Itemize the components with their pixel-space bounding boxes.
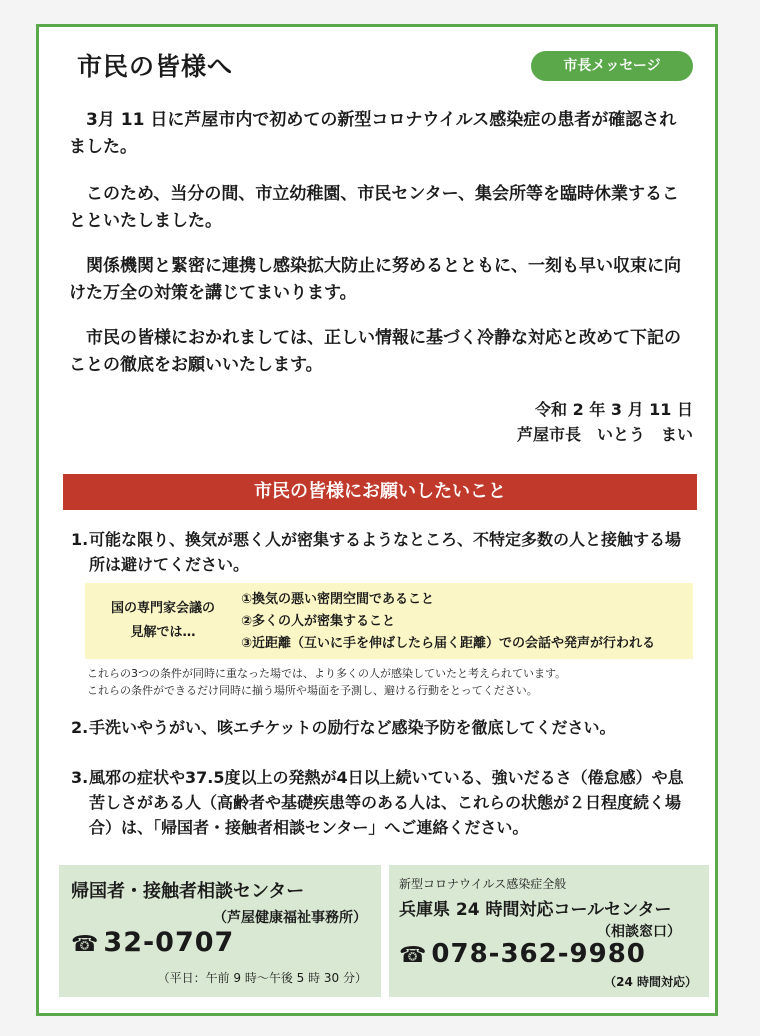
expert-conditions [241,589,655,655]
contact-caption: 新型コロナウイルス感染症全般 [399,877,567,891]
contact-phone-link[interactable] [399,939,646,969]
expert-view-label [93,597,233,645]
message-date: 令和 2 年 3 月 11 日 [535,400,693,419]
request-text: 可能な限り、換気が悪く人が密集するようなところ、不特定多数の人と接触する場所は避けてください。 [89,530,682,574]
notice-sheet [36,24,718,1016]
message-paragraph-3: 関係機関と緊密に連携し感染拡大防止に努めるとともに、一刻も早い収束に向けた万全の対策を講じてまいります。 [69,256,681,303]
request-item-1 [71,527,691,577]
request-number: 1. [71,530,89,549]
phone-icon: ☎ [399,943,428,968]
expert-view-box [85,583,693,659]
request-item-2 [71,715,691,740]
contact-phone-number: 32-0707 [103,927,235,958]
note-line: これらの3つの条件が同時に重なった場では、より多くの人が感染していたと考えられています。 [87,667,567,680]
request-text: 風邪の症状や37.5度以上の発熱が4日以上続いている、強いだるさ（倦怠感）や息苦しさがある人（高齢者や基礎疾患等のある人は、これらの状態が２日程度続く場合）は、「帰国者・接触者相談センター」へご連絡ください。 [89,768,684,837]
contact-hours: （24 時間対応） [604,975,697,989]
message-paragraph-2: このため、当分の間、市立幼稚園、市民センター、集会所等を臨時休業することといたしました。 [69,184,679,231]
contact-phone-link[interactable] [71,927,234,958]
phone-icon: ☎ [71,932,100,957]
message-signature-block [517,397,693,447]
request-text: 手洗いやうがい、咳エチケットの励行など感染予防を徹底してください。 [89,718,616,737]
contact-subname: （相談窓口） [597,924,681,940]
contact-name: 兵庫県 24 時間対応コールセンター [399,900,672,920]
contact-box-returnee-center [59,865,381,997]
contact-hours: （平日：午前 9 時〜午後 5 時 30 分） [157,971,367,985]
expert-notes [87,665,566,699]
expert-label-line-1: 国の専門家会議の [110,601,215,616]
condition-item: ①換気の悪い密閉空間であること [241,592,435,607]
message-paragraph-4: 市民の皆様におかれましては、正しい情報に基づく冷静な対応と改めて下記のことの徹底をお願いいたします。 [69,328,681,375]
expert-label-line-2: 見解では… [130,625,196,640]
page-title: 市民の皆様へ [77,52,234,81]
condition-item: ③近距離（互いに手を伸ばしたら届く距離）での会話や発声が行われる [241,636,656,651]
note-line: これらの条件ができるだけ同時に揃う場所や場面を予測し、避ける行動をとってください。 [87,684,538,697]
message-signature: 芦屋市長 いとう まい [516,425,693,444]
contact-phone-number: 078-362-9980 [431,939,646,969]
message-paragraph-1: 3月 11 日に芦屋市内で初めての新型コロナウイルス感染症の患者が確認されました。 [69,110,677,157]
mayor-message-badge: 市長メッセージ [531,51,693,81]
contact-subname: （芦屋健康福祉事務所） [213,910,367,926]
request-number: 2. [71,718,89,737]
condition-item: ②多くの人が密集すること [241,614,396,629]
request-item-3 [71,765,691,840]
contact-name: 帰国者・接触者相談センター [71,881,305,902]
request-number: 3. [71,768,89,787]
requests-heading: 市民の皆様にお願いしたいこと [63,474,697,510]
contact-box-hyogo-callcenter [389,865,709,997]
